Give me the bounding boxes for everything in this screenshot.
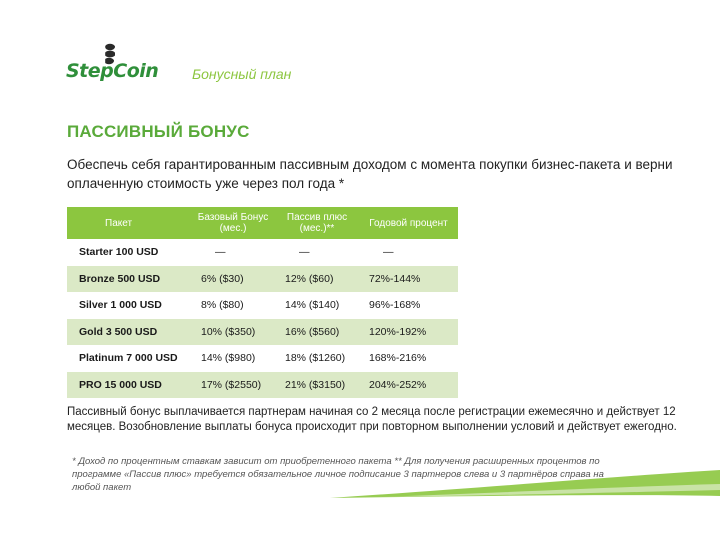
base-bonus: — — [215, 246, 226, 259]
package-name: Bronze 500 USD — [67, 266, 191, 293]
passive-bonus: 21% ($3150) — [275, 372, 359, 399]
passive-bonus: — — [299, 246, 310, 259]
header-base-bonus: Базовый Бонус (мес.) — [191, 207, 275, 239]
package-name: Silver 1 000 USD — [79, 299, 162, 312]
passive-bonus: 12% ($60) — [275, 266, 359, 293]
header — [66, 40, 292, 90]
base-bonus: 6% ($30) — [191, 266, 275, 293]
passive-bonus: 18% ($1260) — [285, 352, 346, 365]
package-name: PRO 15 000 USD — [67, 372, 191, 399]
table-row — [67, 345, 458, 372]
annual-percent: 96%-168% — [369, 299, 421, 312]
stepcoin-logo — [66, 40, 292, 90]
annual-percent: — — [383, 246, 394, 259]
table-header-row — [67, 207, 458, 239]
passive-bonus: 14% ($140) — [285, 299, 340, 312]
bonus-table — [67, 207, 458, 398]
base-bonus: 17% ($2550) — [191, 372, 275, 399]
package-name: Starter 100 USD — [79, 246, 159, 259]
annual-percent: 72%-144% — [359, 266, 458, 293]
header-package: Пакет — [67, 207, 191, 239]
header-passive-plus: Пассив плюс (мес.)** — [275, 207, 359, 239]
passive-bonus: 16% ($560) — [275, 319, 359, 346]
header-annual-percent: Годовой процент — [359, 207, 458, 239]
logo-text: StepCoin — [66, 60, 159, 82]
package-name: Gold 3 500 USD — [67, 319, 191, 346]
base-bonus: 10% ($350) — [191, 319, 275, 346]
annual-percent: 168%-216% — [369, 352, 427, 365]
plan-label: Бонусный план — [192, 66, 292, 82]
table-row — [67, 319, 458, 346]
annual-percent: 120%-192% — [359, 319, 458, 346]
table-row — [67, 292, 458, 319]
annual-percent: 204%-252% — [359, 372, 458, 399]
table-row — [67, 266, 458, 293]
table-row — [67, 239, 458, 266]
base-bonus: 8% ($80) — [201, 299, 244, 312]
intro-text: Обеспечь себя гарантированным пассивным доходом с момента покупки бизнес-пакета и верни оплаченную стоимость уже через пол года * — [67, 157, 673, 191]
table-row — [67, 372, 458, 399]
page-title: ПАССИВНЫЙ БОНУС — [67, 122, 250, 141]
footnote: * Доход по процентным ставкам зависит от приобретенного пакета ** Для получения расширенных процентов по программе «Пассив плюс» требуется обязательное личное подписание 3 партнеров слева и 3 партнёров справа на любой пакет — [72, 456, 604, 493]
payout-note: Пассивный бонус выплачивается партнерам начиная со 2 месяца после регистрации ежемесячно и действует 12 месяцев. Возобновление выплаты бонуса происходит при повторном выполнении условий и действует ежегодно. — [67, 406, 677, 433]
package-name: Platinum 7 000 USD — [79, 352, 178, 365]
base-bonus: 14% ($980) — [201, 352, 256, 365]
